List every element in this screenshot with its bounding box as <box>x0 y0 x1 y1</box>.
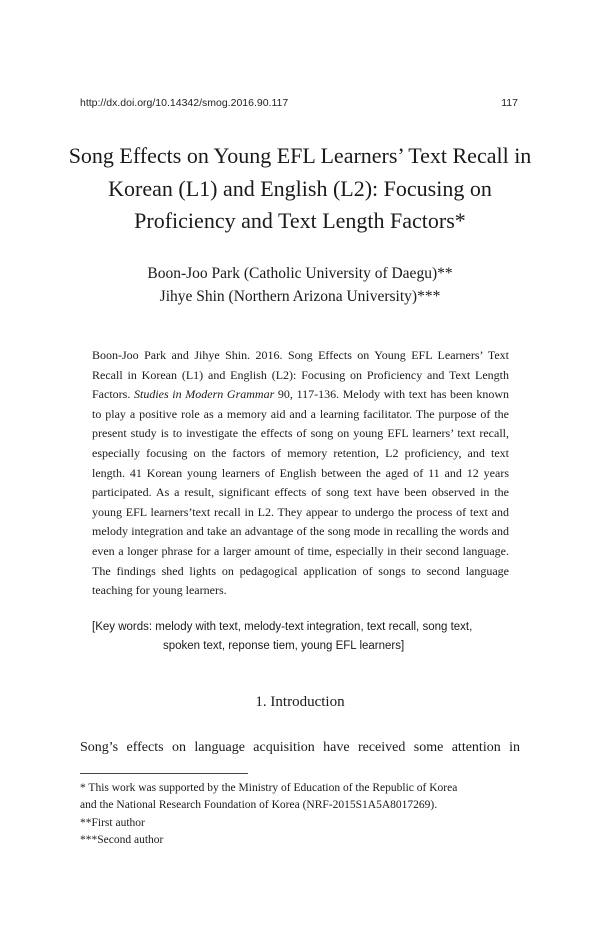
title-line-1: Song Effects on Young EFL Learners’ Text Recall in <box>68 143 532 168</box>
keywords <box>92 618 522 656</box>
page-number: 117 <box>501 97 518 109</box>
footnote-divider <box>80 773 248 774</box>
abstract-citation-prefix: Boon-Joo Park and Jihye Shin. 2016. Song Effects on Young EFL Learners’ Text Recall in Korean (L1) and English (L2): Focusing on Proficiency and Text Length Factors. <box>92 348 509 402</box>
footnote-funding-line-2: and the National Research Foundation of Korea (NRF-2015S1A5A8017269). <box>80 799 438 812</box>
author-1: Boon-Joo Park (Catholic University of Daegu)** <box>147 265 453 282</box>
footnote-first-author: **First author <box>80 816 145 829</box>
footnotes <box>80 780 520 849</box>
author-list <box>60 262 540 308</box>
abstract-citation-suffix: 90, 117-136. <box>274 387 343 402</box>
body-paragraph: Song’s effects on language acquisition have received some attention in <box>80 740 520 755</box>
title-line-2: Korean (L1) and English (L2): Focusing on <box>108 175 492 201</box>
abstract-body: Melody with text has been known to play a positive role as a memory aid and a learning facilitator. The purpose of the present study is to investigate the effects of song on young EFL learners’ text recall, especially focusing on the factors of memory retention, L2 proficiency, and text length. 41 Korean young learners of English between the aged of 11 and 12 years participated. As a result, significant effects of song text have been observed in the young EFL learners’text recall in L2. They appear to undergo the process of text and melody integration and take an advantage of the song mode in recalling the words and even a longer phrase for a larger amount of time, especially in their second language. The findings shed lights on pedagogical application of songs to second language teaching for young learners. <box>92 387 509 598</box>
abstract <box>92 346 509 601</box>
author-2: Jihye Shin (Northern Arizona University)*** <box>159 288 441 305</box>
page-header <box>80 97 518 109</box>
footnote-second-author: ***Second author <box>80 833 164 846</box>
title-line-3: Proficiency and Text Length Factors* <box>134 208 466 233</box>
doi-link[interactable]: http://dx.doi.org/10.14342/smog.2016.90.117 <box>80 97 289 109</box>
journal-name: Studies in Modern Grammar <box>133 387 275 402</box>
section-heading: 1. Introduction <box>255 694 345 710</box>
footnote-funding-line-1: * This work was supported by the Ministry of Education of the Republic of Korea <box>80 782 458 794</box>
paper-title <box>60 140 540 238</box>
keywords-line-1: [Key words: melody with text, melody-text integration, text recall, song text, <box>92 621 473 633</box>
keywords-line-2: spoken text, reponse tiem, young EFL learners] <box>163 640 405 652</box>
